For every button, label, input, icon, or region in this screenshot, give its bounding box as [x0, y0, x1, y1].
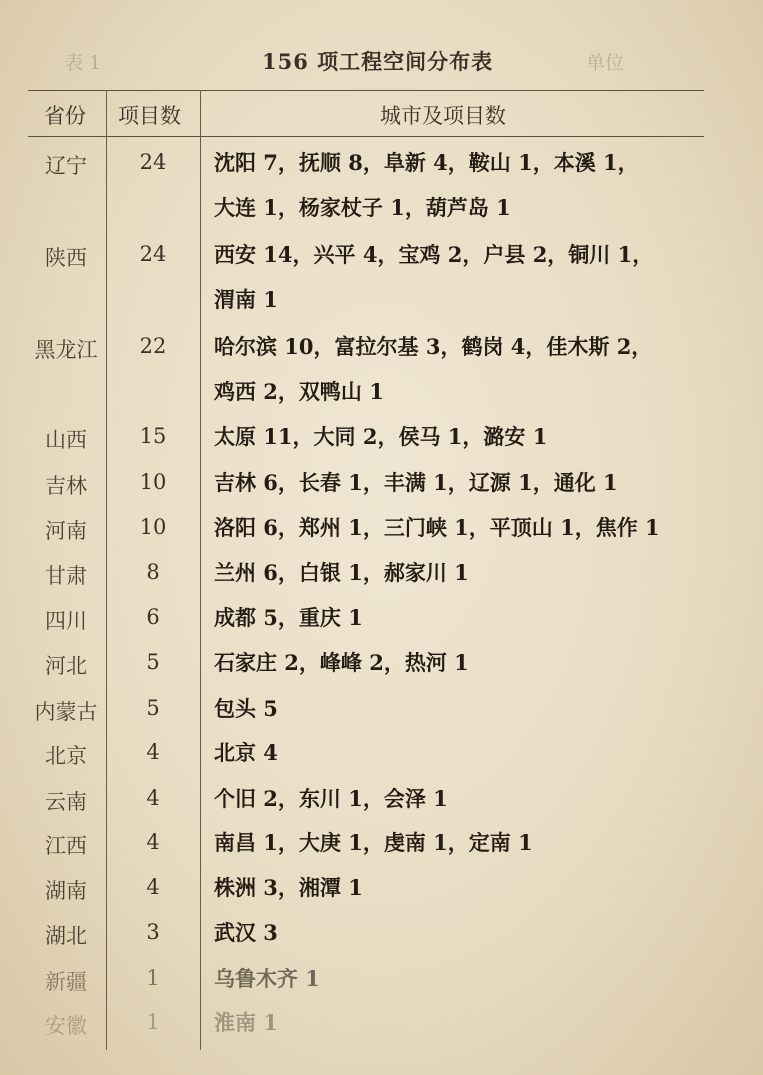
cities-line: 石家庄 2，峰峰 2，热河 1 [214, 650, 469, 675]
province-cell: 湖南 [45, 879, 87, 903]
cities-line: 西安 14，兴平 4，宝鸡 2，户县 2，铜川 1， [214, 242, 654, 267]
table-number: 表 1 [64, 52, 102, 74]
project-count-cell: 8 [146, 560, 160, 584]
column-divider-2 [200, 90, 201, 1050]
project-count-cell: 6 [146, 605, 160, 629]
cities-line: 哈尔滨 10，富拉尔基 3，鹤岗 4，佳木斯 2， [214, 334, 653, 359]
province-cell: 河南 [45, 519, 87, 543]
province-cell: 新疆 [45, 970, 87, 994]
cities-line: 淮南 1 [214, 1010, 278, 1035]
cities-line: 株洲 3，湘潭 1 [214, 875, 363, 900]
cities-line: 沈阳 7，抚顺 8，阜新 4，鞍山 1，本溪 1， [214, 150, 639, 175]
project-count-cell: 4 [146, 786, 160, 810]
province-cell: 安徽 [45, 1014, 87, 1038]
cities-line: 吉林 6，长春 1，丰满 1，辽源 1，通化 1 [214, 470, 618, 495]
cities-line: 洛阳 6，郑州 1，三门峡 1，平顶山 1，焦作 1 [214, 515, 660, 540]
header-rule [28, 136, 704, 137]
cities-line: 北京 4 [214, 740, 278, 765]
project-count-cell: 3 [146, 920, 160, 944]
project-count-cell: 5 [146, 650, 160, 674]
cities-cell [214, 595, 744, 640]
column-header-province: 省份 [44, 104, 86, 128]
project-count-cell: 22 [139, 334, 167, 358]
cities-line: 太原 11，大同 2，侯马 1，潞安 1 [214, 424, 548, 449]
province-cell: 辽宁 [45, 154, 87, 178]
cities-cell [214, 730, 744, 775]
cities-line: 大连 1，杨家杖子 1，葫芦岛 1 [214, 195, 511, 220]
project-count-cell: 1 [146, 966, 160, 990]
province-cell: 甘肃 [45, 564, 87, 588]
cities-cell [214, 865, 744, 910]
province-cell: 山西 [45, 428, 87, 452]
cities-cell [214, 550, 744, 595]
province-cell: 陕西 [45, 246, 87, 270]
project-count-cell: 1 [146, 1010, 160, 1034]
table-title: 156 项工程空间分布表 [262, 49, 494, 74]
cities-line: 渭南 1 [214, 287, 278, 312]
cities-cell [214, 232, 744, 322]
project-count-cell: 5 [146, 696, 160, 720]
unit-label: 单位 [586, 52, 625, 74]
province-cell: 云南 [45, 790, 87, 814]
cities-cell [214, 324, 744, 414]
top-rule [28, 90, 704, 91]
column-divider-1 [106, 90, 107, 1050]
cities-line: 个旧 2，东川 1，会泽 1 [214, 786, 448, 811]
project-count-cell: 4 [146, 740, 160, 764]
project-count-cell: 10 [139, 515, 167, 539]
province-cell: 河北 [45, 654, 87, 678]
cities-line: 乌鲁木齐 1 [214, 966, 320, 991]
column-header-cities: 城市及项目数 [380, 104, 506, 128]
cities-line: 南昌 1，大庚 1，虔南 1，定南 1 [214, 830, 533, 855]
province-cell: 北京 [45, 744, 87, 768]
cities-cell [214, 460, 744, 505]
cities-cell [214, 1000, 744, 1045]
project-count-cell: 4 [146, 875, 160, 899]
column-header-count: 项目数 [118, 104, 181, 128]
cities-cell [214, 505, 744, 550]
table-header-bar [0, 46, 763, 76]
cities-cell [214, 640, 744, 685]
province-cell: 吉林 [45, 474, 87, 498]
cities-line: 成都 5，重庆 1 [214, 605, 363, 630]
cities-cell [214, 140, 744, 230]
province-cell: 湖北 [45, 924, 87, 948]
project-count-cell: 10 [139, 470, 167, 494]
cities-cell [214, 686, 744, 731]
project-count-cell: 24 [139, 242, 167, 266]
cities-line: 武汉 3 [214, 920, 278, 945]
province-cell: 四川 [45, 609, 87, 633]
province-cell: 黑龙江 [34, 338, 98, 362]
cities-cell [214, 776, 744, 821]
project-count-cell: 24 [139, 150, 167, 174]
cities-line: 包头 5 [214, 696, 278, 721]
cities-cell [214, 820, 744, 865]
cities-cell [214, 910, 744, 955]
province-cell: 内蒙古 [34, 700, 98, 724]
province-cell: 江西 [45, 834, 87, 858]
cities-line: 鸡西 2，双鸭山 1 [214, 379, 384, 404]
cities-cell [214, 956, 744, 1001]
cities-line: 兰州 6，白银 1，郝家川 1 [214, 560, 469, 585]
cities-cell [214, 414, 744, 459]
project-count-cell: 15 [139, 424, 167, 448]
project-count-cell: 4 [146, 830, 160, 854]
